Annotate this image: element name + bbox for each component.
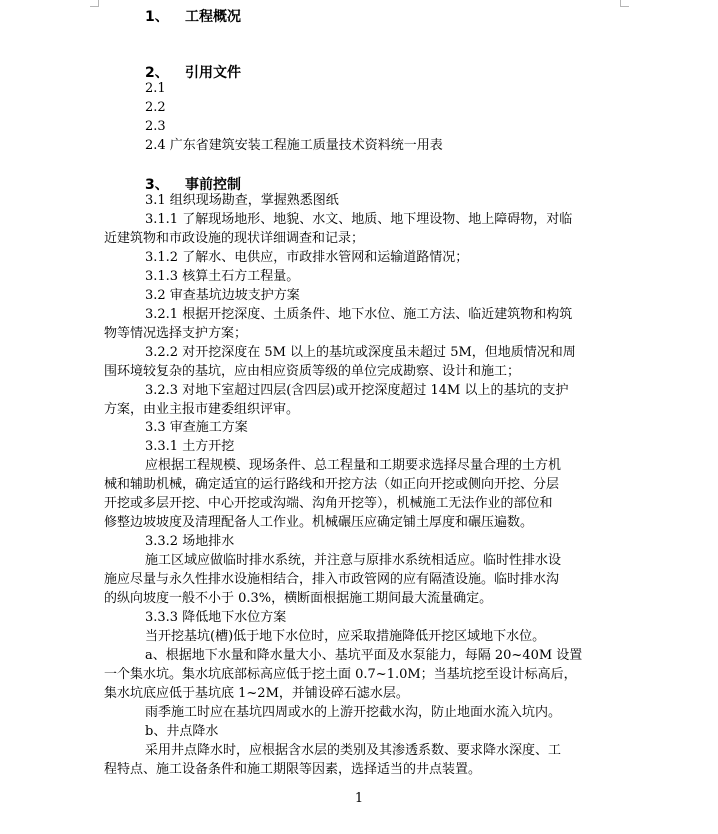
- text-line: 3.3.3 降低地下水位方案: [145, 610, 287, 625]
- text-line: 应根据工程规模、现场条件、总工程量和工期要求选择尽量合理的土方机: [145, 458, 562, 473]
- text-line: b、井点降水: [145, 724, 219, 739]
- text-line: 修整边坡坡度及清理配备人工作业。机械碾压应确定铺土厚度和碾压遍数。: [104, 515, 534, 530]
- text-line: 物等情况选择支护方案；: [104, 326, 248, 341]
- text-line: 3.3 审查施工方案: [145, 420, 248, 435]
- text-line: 一个集水坑。集水坑底部标高应低于挖土面 0.7~1.0M；当基坑挖至设计标高后，: [104, 667, 577, 682]
- ref-item: 2.4 广东省建筑安装工程施工质量技术资料统一用表: [145, 138, 443, 153]
- text-line: 3.3.1 土方开挖: [145, 439, 235, 454]
- text-line: a、根据地下水量和降水量大小、基坑平面及水泵能力，每隔 20~40M 设置: [145, 648, 583, 663]
- page-number: 1: [354, 791, 364, 806]
- text-line: 施工区域应做临时排水系统，并注意与原排水系统相适应。临时性排水设: [145, 553, 562, 568]
- text-line: 雨季施工时应在基坑四周或水的上游开挖截水沟，防止地面水流入坑内。: [145, 705, 562, 720]
- ref-item: 2.1: [145, 81, 166, 96]
- section-heading: 3、 事前控制: [145, 177, 241, 193]
- text-line: 的纵向坡度一般不小于 0.3%，横断面根据施工期间最大流量确定。: [104, 591, 493, 606]
- margin-corner-mark-right: [620, 0, 629, 7]
- text-line: 3.1.3 核算土石方工程量。: [145, 269, 300, 284]
- text-line: 3.1 组织现场勘查，掌握熟悉图纸: [145, 193, 339, 208]
- text-line: 3.3.2 场地排水: [145, 534, 235, 549]
- margin-corner-mark-left: [90, 0, 99, 7]
- text-line: 械和辅助机械，确定适宜的运行路线和开挖方法（如正向开挖或侧向开挖、分层: [104, 477, 560, 492]
- text-line: 3.2.1 根据开挖深度、土质条件、地下水位、施工方法、临近建筑物和构筑: [145, 307, 573, 322]
- text-line: 方案，由业主报市建委组织评审。: [104, 402, 300, 417]
- text-line: 3.2.3 对地下室超过四层(含四层)或开挖深度超过 14M 以上的基坑的支护: [145, 383, 569, 398]
- section-heading: 2、 引用文件: [145, 65, 241, 81]
- text-line: 采用井点降水时，应根据含水层的类别及其渗透系数、要求降水深度、工: [145, 743, 562, 758]
- text-line: 当开挖基坑(槽)低于地下水位时，应采取措施降低开挖区域地下水位。: [145, 629, 546, 644]
- text-line: 施应尽量与永久性排水设施相结合，排入市政管网的应有隔渣设施。临时排水沟: [104, 572, 560, 587]
- text-line: 3.2.2 对开挖深度在 5M 以上的基坑或深度虽未超过 5M，但地质情况和周: [145, 345, 576, 360]
- text-line: 程特点、施工设备条件和施工期限等因素，选择适当的井点装置。: [104, 762, 482, 777]
- text-line: 开挖或多层开挖、中心开挖或沟端、沟角开挖等），机械施工无法作业的部位和: [104, 496, 553, 511]
- section-heading: 1、 工程概况: [145, 9, 241, 25]
- text-line: 3.1.2 了解水、电供应，市政排水管网和运输道路情况；: [145, 250, 469, 265]
- text-line: 围环境较复杂的基坑，应由相应资质等级的单位完成勘察、设计和施工；: [104, 364, 521, 379]
- ref-item: 2.3: [145, 119, 166, 134]
- text-line: 近建筑物和市政设施的现状详细调查和记录；: [104, 231, 365, 246]
- ref-item: 2.2: [145, 100, 166, 115]
- text-line: 3.2 审查基坑边坡支护方案: [145, 288, 300, 303]
- text-line: 3.1.1 了解现场地形、地貌、水文、地质、地下埋设物、地上障碍物，对临: [145, 212, 573, 227]
- text-line: 集水坑底应低于基坑底 1~2M，并铺设碎石滤水层。: [104, 686, 409, 701]
